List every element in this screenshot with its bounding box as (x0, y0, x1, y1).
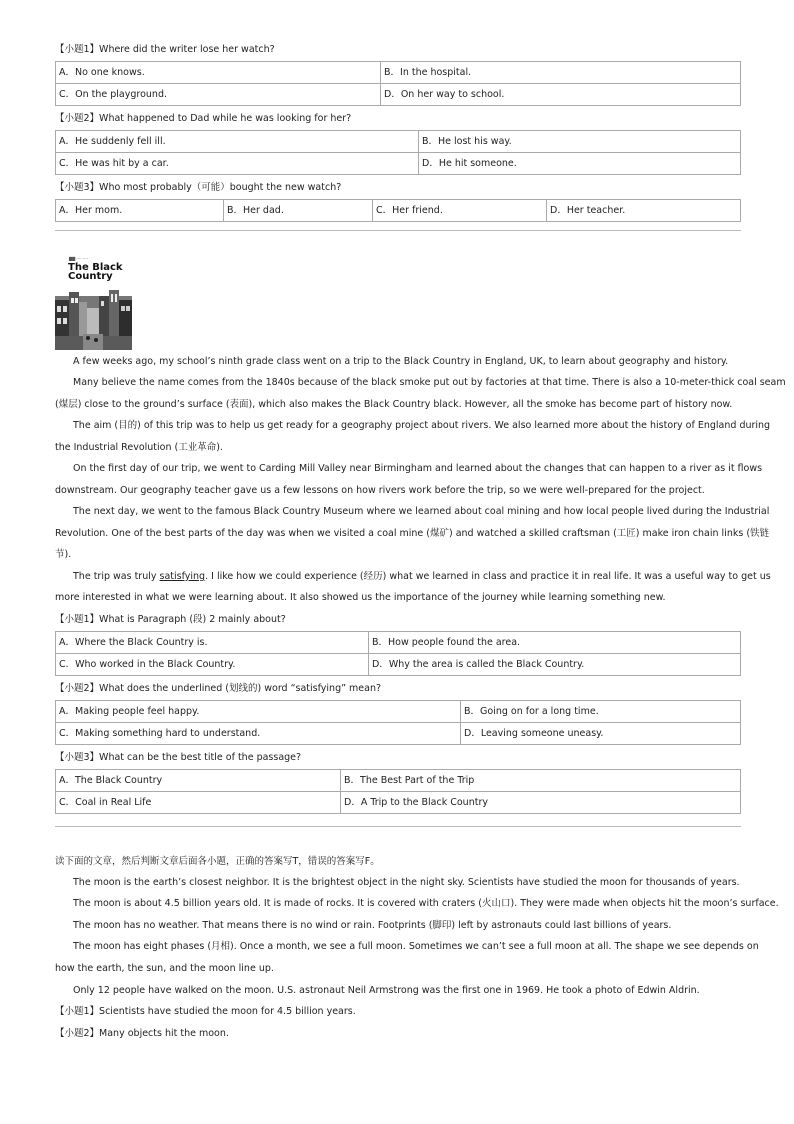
option-a[interactable]: A．The Black Country (56, 770, 341, 792)
option-a[interactable]: A．Where the Black Country is. (56, 632, 369, 654)
question-3-prompt: 【小题3】Who most probably（可能）bought the new watch? (55, 182, 342, 193)
moon-paragraph-2: The moon is about 4.5 billion years old. It is made of rocks. It is covered with craters (火山口). They were made when objects hit the moon’s surface. (73, 898, 779, 909)
paragraph-6-line-2: more interested in what we were learning about. It also showed us the importance of the journey while learning something new. (55, 592, 666, 603)
option-b[interactable]: B．He lost his way. (419, 131, 741, 153)
paragraph-4-line-1: On the first day of our trip, we went to Carding Mill Valley near Birmingham and learned about the changes that can happen to a river as it flows (73, 463, 763, 474)
book-cover-image (55, 256, 132, 350)
question-3-prompt: 【小题3】What can be the best title of the passage? (55, 752, 302, 763)
options-table-q2 (55, 700, 741, 745)
question-1-prompt: 【小题1】Where did the writer lose her watch? (55, 44, 275, 55)
option-d[interactable]: D．Why the area is called the Black Country. (369, 654, 741, 676)
question-2-prompt: 【小题2】What does the underlined (划线的) word “satisfying” mean? (55, 683, 382, 694)
paragraph-3-line-1: The aim (目的) of this trip was to help us get ready for a geography project about rivers. We also learned more about the history of England during (73, 420, 771, 431)
paragraph-2-line-1: Many believe the name comes from the 1840s because of the black smoke put out by factories at that time. There is also a 10-meter-thick coal seam (73, 377, 786, 388)
option-c[interactable]: C．Coal in Real Life (56, 792, 341, 814)
option-c[interactable]: C．Making something hard to understand. (56, 723, 461, 745)
options-table-q3 (55, 199, 741, 222)
option-d[interactable]: D．He hit someone. (419, 153, 741, 175)
options-table-q2 (55, 130, 741, 175)
paragraph-2-line-2: (煤层) close to the ground’s surface (表面), which also makes the Black Country black. However, all the smoke has become part of history now. (55, 399, 733, 410)
option-b[interactable]: B．In the hospital. (381, 62, 741, 84)
option-a[interactable]: A．Her mom. (56, 200, 224, 222)
option-a[interactable]: A．No one knows. (56, 62, 381, 84)
paragraph-3-line-2: the Industrial Revolution (工业革命). (55, 442, 223, 453)
option-d[interactable]: D．Leaving someone uneasy. (461, 723, 741, 745)
cover-title-line-2: Country (68, 271, 113, 282)
paragraph-5-line-1: The next day, we went to the famous Black Country Museum where we learned about coal mining and how local people lived during the Industrial (73, 506, 770, 517)
moon-paragraph-4-line-1: The moon has eight phases (月相). Once a month, we see a full moon. Sometimes we can’t see a full moon at all. The shape we see depends on (73, 941, 759, 952)
option-a[interactable]: A．Making people feel happy. (56, 701, 461, 723)
option-c[interactable]: C．On the playground. (56, 84, 381, 106)
moon-paragraph-1: The moon is the earth’s closest neighbor. It is the brightest object in the night sky. Scientists have studied the moon for thousands of years. (73, 877, 740, 888)
paragraph-5-line-2: Revolution. One of the best parts of the day was when we visited a coal mine (煤矿) and watched a skilled craftsman (工匠) make iron chain links (铁链 (55, 528, 770, 539)
option-c[interactable]: C．He was hit by a car. (56, 153, 419, 175)
option-b[interactable]: B．How people found the area. (369, 632, 741, 654)
cover-small-text: ▇▇ ···· ···· (69, 256, 88, 261)
paragraph-4-line-2: downstream. Our geography teacher gave us a few lessons on how rivers work before the trip, so we were well-prepared for the project. (55, 485, 705, 496)
option-b[interactable]: B．Going on for a long time. (461, 701, 741, 723)
option-a[interactable]: A．He suddenly fell ill. (56, 131, 419, 153)
paragraph-5-line-3: 节). (55, 549, 72, 560)
section-divider (55, 826, 741, 827)
options-table-q1 (55, 631, 741, 676)
underlined-word-satisfying: satisfying (159, 571, 206, 582)
cover-title-line-1: The Black (68, 262, 123, 273)
true-false-question-2: 【小题2】Many objects hit the moon. (55, 1028, 229, 1039)
option-d[interactable]: D．A Trip to the Black Country (341, 792, 741, 814)
true-false-question-1: 【小题1】Scientists have studied the moon for 4.5 billion years. (55, 1006, 356, 1017)
option-d[interactable]: D．Her teacher. (547, 200, 741, 222)
options-table-q1 (55, 61, 741, 106)
section-divider (55, 230, 741, 231)
options-table-q3 (55, 769, 741, 814)
option-b[interactable]: B．The Best Part of the Trip (341, 770, 741, 792)
moon-paragraph-4-line-2: how the earth, the sun, and the moon line up. (55, 963, 274, 974)
moon-paragraph-5: Only 12 people have walked on the moon. U.S. astronaut Neil Armstrong was the first one in 1969. He took a photo of Edwin Aldrin. (73, 985, 700, 996)
option-b[interactable]: B．Her dad. (224, 200, 373, 222)
paragraph-6-text-before: The trip was truly (73, 571, 160, 582)
instruction: 读下面的文章，然后判断文章后面各小题，正确的答案写T，错误的答案写F。 (55, 856, 380, 867)
paragraph-1: A few weeks ago, my school’s ninth grade class went on a trip to the Black Country in England, UK, to learn about geography and history. (73, 356, 729, 367)
option-c[interactable]: C．Her friend. (373, 200, 547, 222)
paragraph-6-text-after: . I like how we could experience (经历) what we learned in class and practice it in real life. It was a useful way to get us (205, 571, 771, 582)
question-1-prompt: 【小题1】What is Paragraph (段) 2 mainly about? (55, 614, 286, 625)
option-d[interactable]: D．On her way to school. (381, 84, 741, 106)
option-c[interactable]: C．Who worked in the Black Country. (56, 654, 369, 676)
question-2-prompt: 【小题2】What happened to Dad while he was looking for her? (55, 113, 352, 124)
moon-paragraph-3: The moon has no weather. That means there is no wind or rain. Footprints (脚印) left by astronauts could last billions of years. (73, 920, 672, 931)
paragraph-6-line-1 (55, 571, 771, 582)
